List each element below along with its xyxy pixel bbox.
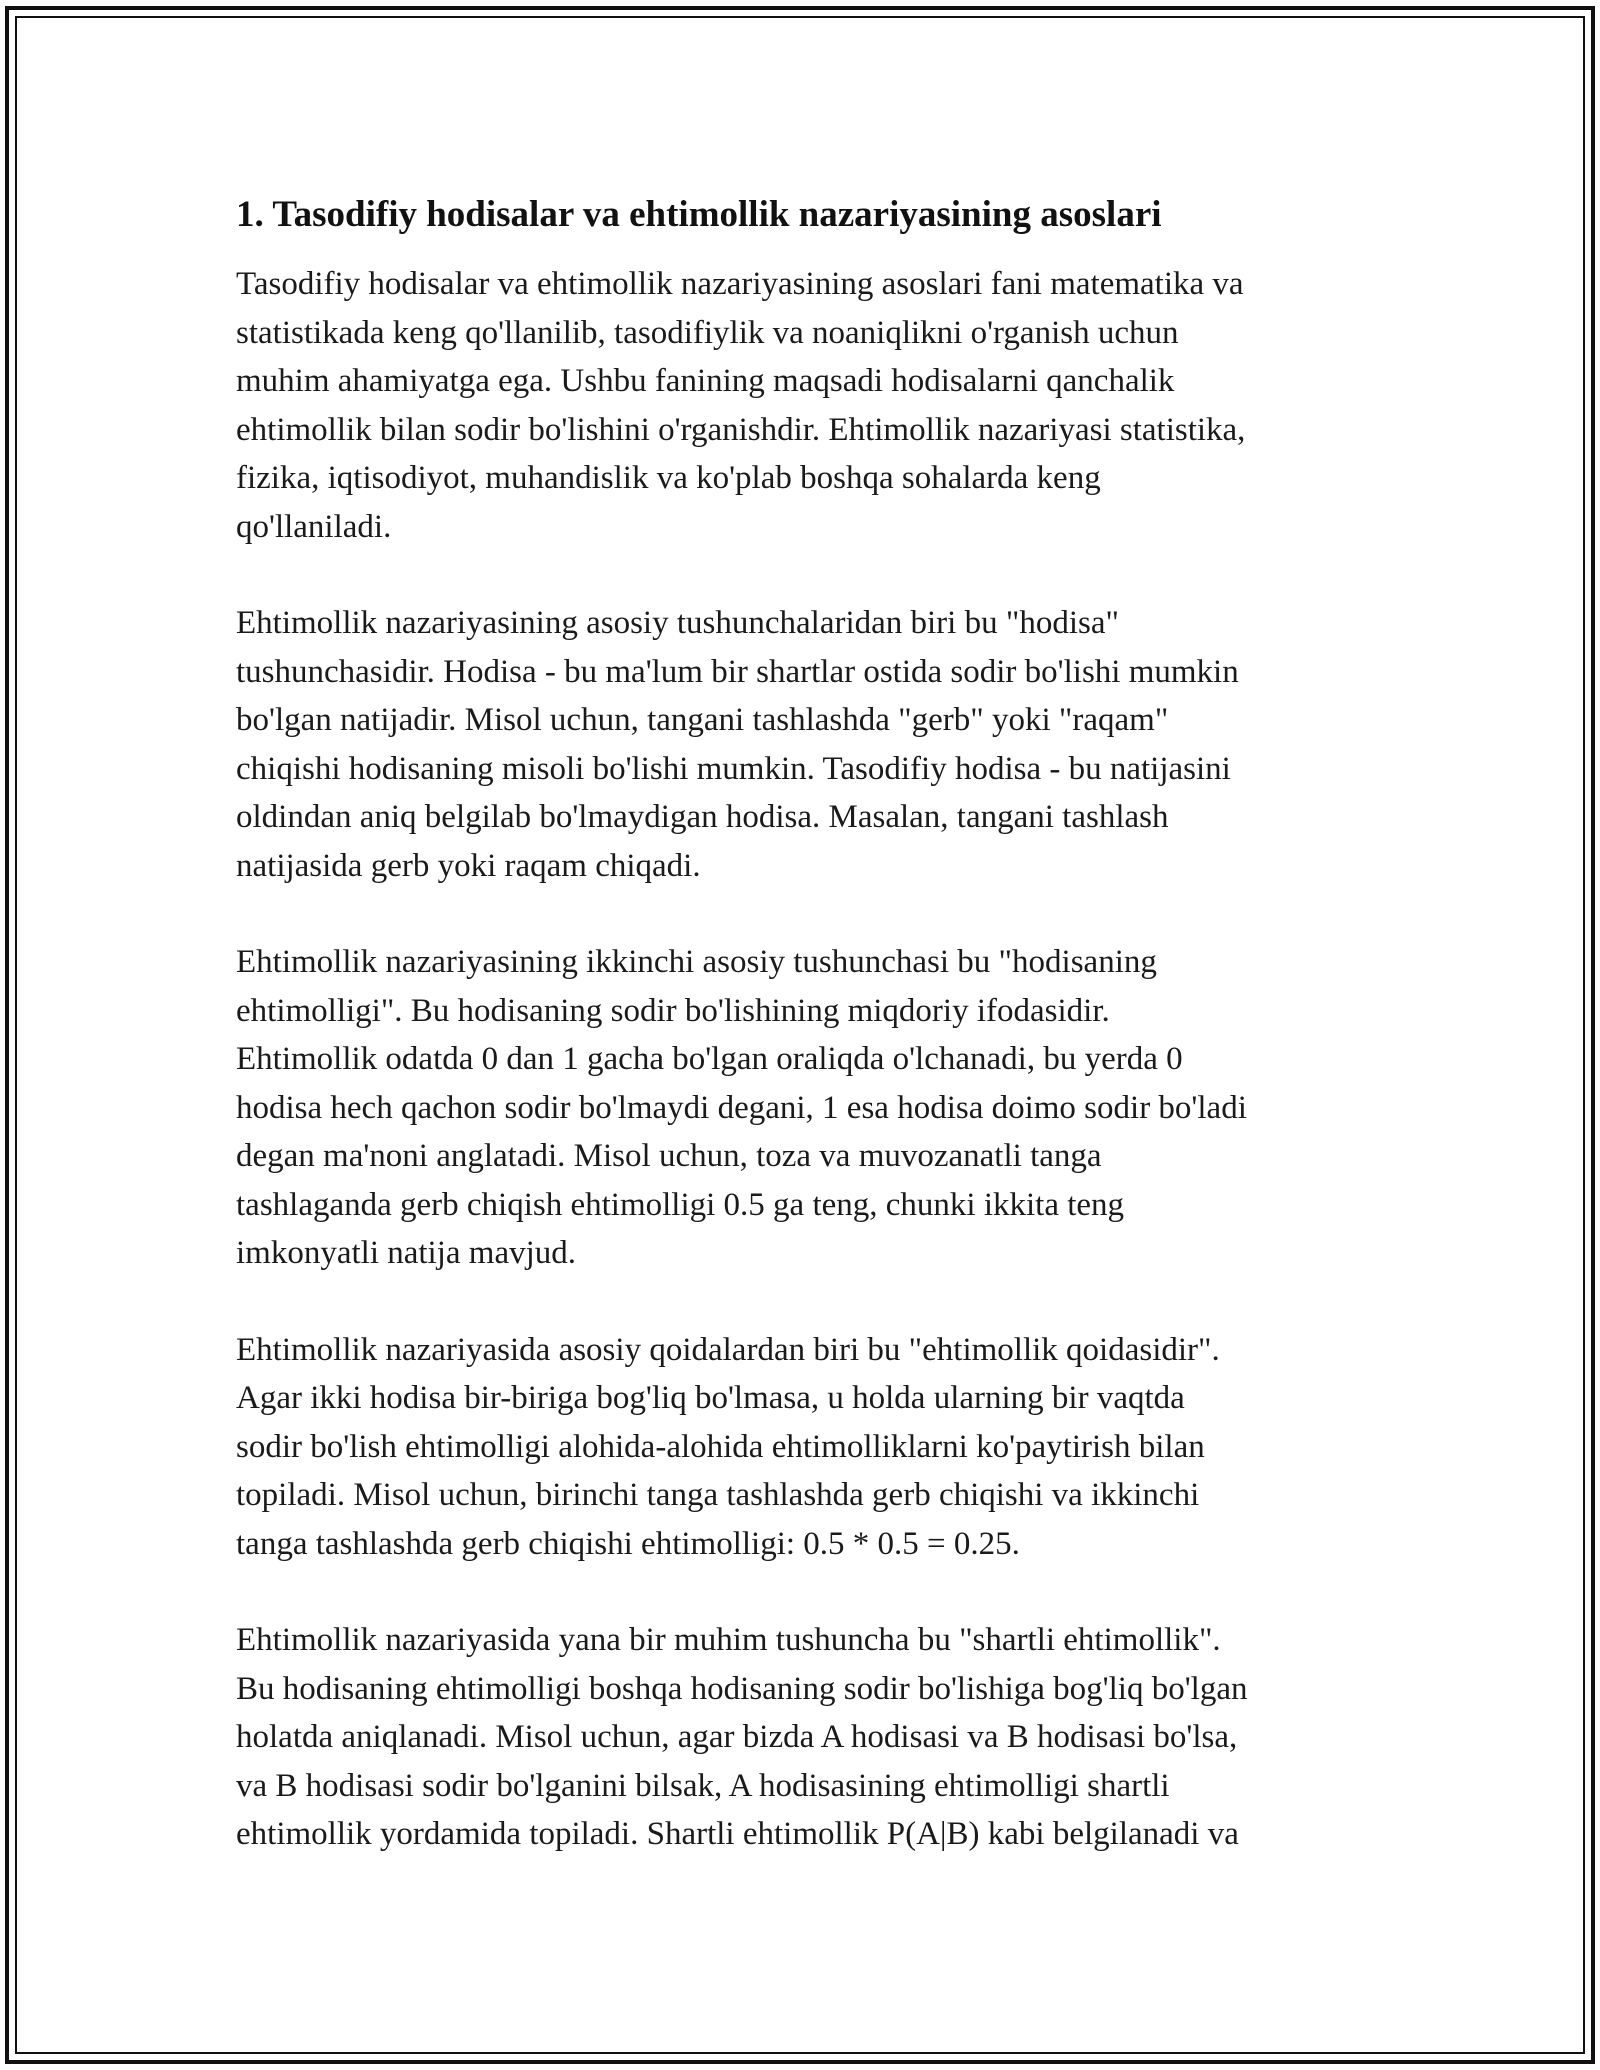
paragraph-line: degan ma'noni anglatadi. Misol uchun, toza va muvozanatli tanga bbox=[236, 1138, 1102, 1174]
section-heading: 1. Tasodifiy hodisalar va ehtimollik nazariyasining asoslari bbox=[236, 194, 1162, 235]
paragraph-line: hodisa hech qachon sodir bo'lmaydi degani, 1 esa hodisa doimo sodir bo'ladi bbox=[236, 1089, 1247, 1126]
paragraph-line: oldindan aniq belgilab bo'lmaydigan hodisa. Masalan, tangani tashlash bbox=[236, 799, 1169, 835]
paragraph-line: va B hodisasi sodir bo'lganini bilsak, A hodisasining ehtimolligi shartli bbox=[236, 1767, 1170, 1804]
paragraph-line: Ehtimollik nazariyasida yana bir muhim tushuncha bu "shartli ehtimollik". bbox=[236, 1622, 1221, 1658]
paragraph-line: chiqishi hodisaning misoli bo'lishi mumkin. Tasodifiy hodisa - bu natijasini bbox=[236, 750, 1231, 787]
paragraph-2 bbox=[236, 599, 1376, 890]
paragraph-line: Ehtimollik nazariyasining asosiy tushunchalaridan biri bu "hodisa" bbox=[236, 605, 1119, 641]
paragraph-1 bbox=[236, 260, 1376, 551]
paragraph-line: Ehtimollik nazariyasida asosiy qoidalardan biri bu "ehtimollik qoidasidir". bbox=[236, 1331, 1220, 1368]
paragraph-3 bbox=[236, 938, 1376, 1278]
paragraph-line: tushunchasidir. Hodisa - bu ma'lum bir shartlar ostida sodir bo'lishi mumkin bbox=[236, 653, 1239, 690]
document-body bbox=[236, 190, 1376, 1907]
paragraph-line: Bu hodisaning ehtimolligi boshqa hodisaning sodir bo'lishiga bog'liq bo'lgan bbox=[236, 1670, 1248, 1707]
paragraph-line: sodir bo'lish ehtimolligi alohida-alohida ehtimolliklarni ko'paytirish bilan bbox=[236, 1428, 1205, 1465]
paragraph-line: tashlaganda gerb chiqish ehtimolligi 0.5 ga teng, chunki ikkita teng bbox=[236, 1186, 1125, 1223]
paragraph-line: ehtimollik bilan sodir bo'lishini o'rganishdir. Ehtimollik nazariyasi statistika, bbox=[236, 411, 1246, 448]
paragraph-5 bbox=[236, 1616, 1376, 1859]
paragraph-line: Agar ikki hodisa bir-biriga bog'liq bo'lmasa, u holda ularning bir vaqtda bbox=[236, 1380, 1185, 1416]
paragraph-line: Ehtimollik odatda 0 dan 1 gacha bo'lgan oraliqda o'lchanadi, bu yerda 0 bbox=[236, 1041, 1183, 1077]
paragraph-line: muhim ahamiyatga ega. Ushbu fanining maqsadi hodisalarni qanchalik bbox=[236, 363, 1175, 399]
paragraph-line: ehtimolligi". Bu hodisaning sodir bo'lishining miqdoriy ifodasidir. bbox=[236, 992, 1110, 1029]
paragraph-line: Ehtimollik nazariyasining ikkinchi asosiy tushunchasi bu "hodisaning bbox=[236, 944, 1157, 980]
paragraph-4 bbox=[236, 1326, 1376, 1569]
paragraph-line: Tasodifiy hodisalar va ehtimollik nazariyasining asoslari fani matematika va bbox=[236, 266, 1244, 302]
paragraph-line: bo'lgan natijadir. Misol uchun, tangani tashlashda "gerb" yoki "raqam" bbox=[236, 702, 1169, 738]
paragraph-line: ehtimollik yordamida topiladi. Shartli ehtimollik P(A|B) kabi belgilanadi va bbox=[236, 1816, 1239, 1852]
paragraph-line: imkonyatli natija mavjud. bbox=[236, 1235, 577, 1271]
paragraph-line: topiladi. Misol uchun, birinchi tanga tashlashda gerb chiqishi va ikkinchi bbox=[236, 1477, 1200, 1513]
paragraph-line: tanga tashlashda gerb chiqishi ehtimolligi: 0.5 * 0.5 = 0.25. bbox=[236, 1525, 1020, 1562]
paragraph-line: qo'llaniladi. bbox=[236, 508, 392, 545]
paragraph-line: fizika, iqtisodiyot, muhandislik va ko'plab boshqa sohalarda keng bbox=[236, 460, 1101, 496]
paragraph-line: natijasida gerb yoki raqam chiqadi. bbox=[236, 847, 701, 884]
paragraph-line: statistikada keng qo'llanilib, tasodifiylik va noaniqlikni o'rganish uchun bbox=[236, 314, 1179, 351]
paragraphs-container bbox=[236, 260, 1376, 1859]
paragraph-line: holatda aniqlanadi. Misol uchun, agar bizda A hodisasi va B hodisasi bo'lsa, bbox=[236, 1719, 1238, 1755]
